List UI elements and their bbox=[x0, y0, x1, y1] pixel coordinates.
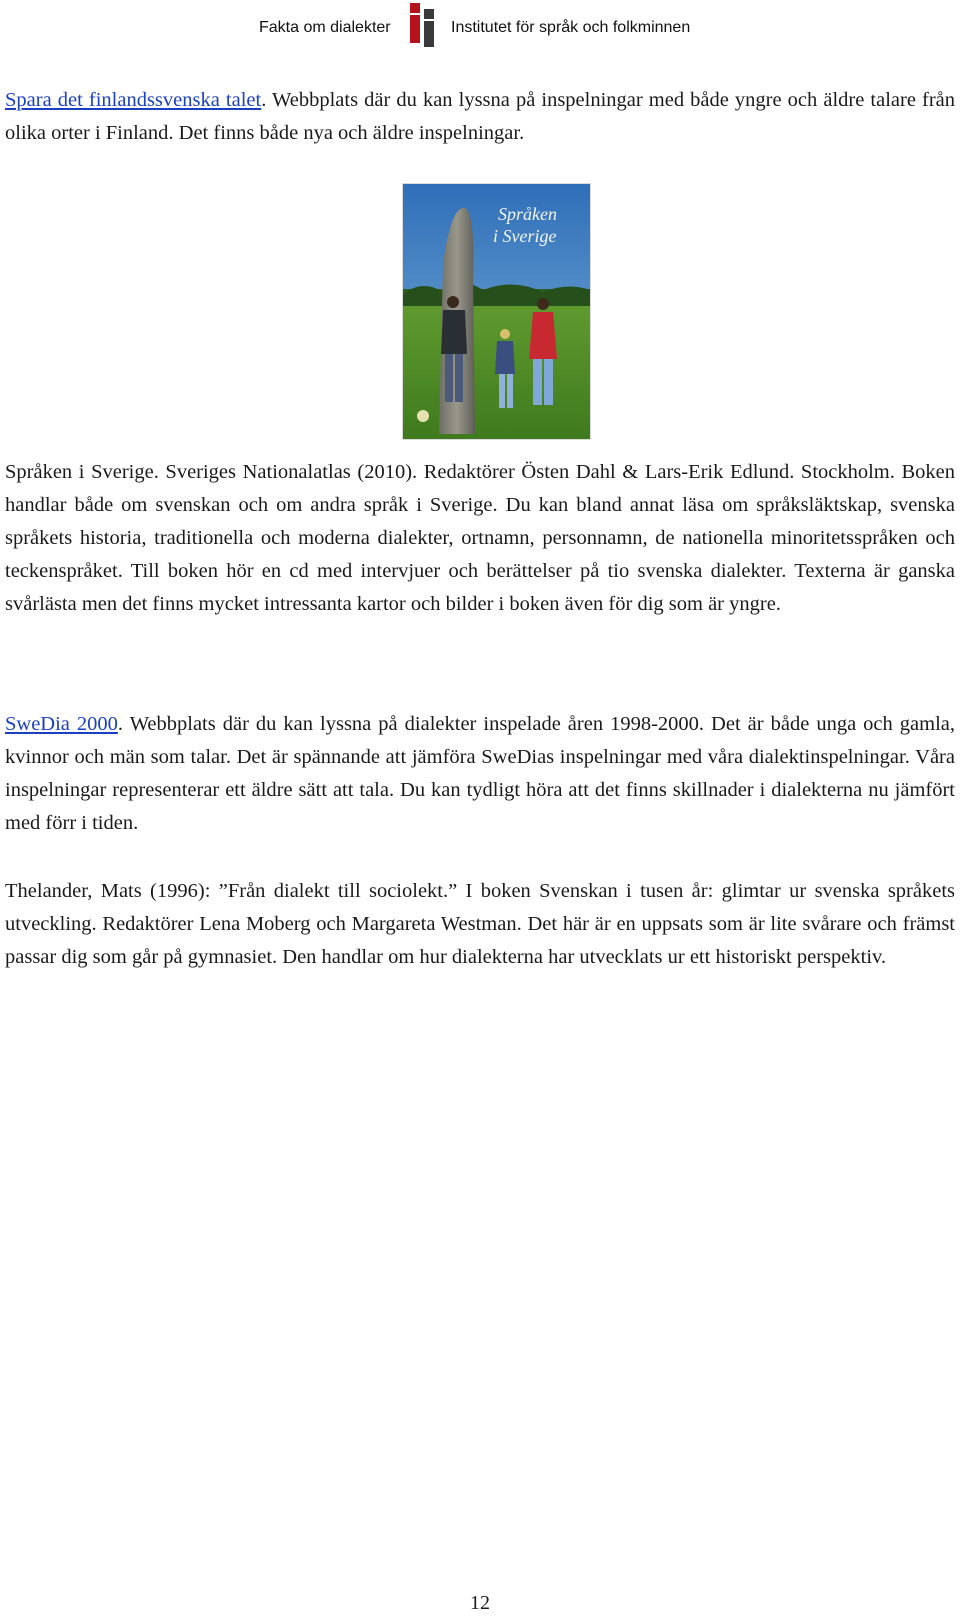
paragraph-spraken-i-sverige bbox=[5, 456, 955, 621]
paragraph-text: Språken i Sverige. Sveriges Nationalatlas (2010). Redaktörer Östen Dahl & Lars-Erik Edlund. Stockholm. Boken handlar både om svenskan och om andra språk i Sverige. Du kan bland annat läsa om språksläktskap, svenska språkets historia, traditionella och moderna dialekter, ortnamn, personnamn, de nationella minoritetsspråken och teckenspråket. Till boken hör en cd med intervjuer och berättelser på tio svenska dialekter. Texterna är ganska svårlästa men det finns mycket intressanta kartor och bilder i boken även för dig som är yngre. bbox=[5, 461, 955, 615]
link-swedia-2000[interactable]: SweDia 2000 bbox=[5, 713, 118, 735]
page-header bbox=[0, 0, 960, 50]
link-spara-finlandssvenska-talet[interactable]: Spara det finlandssvenska talet bbox=[5, 89, 262, 111]
header-title: Fakta om dialekter bbox=[259, 19, 391, 36]
paragraph-text: Thelander, Mats (1996): ”Från dialekt till sociolekt.” I boken Svenskan i tusen år: glimtar ur svenska språkets utveckling. Redaktörer Lena Moberg och Margareta Westman. Det här är en uppsats som är lite svårare och främst passar dig som går på gymnasiet. Den handlar om hur dialekterna har utvecklats ur ett historiskt perspektiv. bbox=[5, 880, 955, 968]
book-cover-illustration bbox=[403, 184, 590, 439]
book-cover-title-line1: Språken bbox=[498, 204, 557, 224]
paragraph-thelander bbox=[5, 875, 955, 974]
book-cover-image bbox=[402, 183, 591, 440]
paragraph-text: . Webbplats där du kan lyssna på dialekter inspelade åren 1998-2000. Det är både unga och gamla, kvinnor och män som talar. Det är spännande att jämföra SweDias inspelningar med våra dialektinspelningar. Våra inspelningar representerar ett äldre sätt att tala. Du kan tydligt höra att det finns skillnader i dialekterna nu jämfört med förr i tiden. bbox=[5, 713, 956, 834]
book-cover-title-line2: i Sverige bbox=[493, 226, 557, 246]
paragraph-finlandssvenska bbox=[5, 84, 955, 150]
paragraph-text: . Webbplats där du kan lyssna på inspelningar med både yngre och äldre talare från olika orter i Finland. Det finns både nya och äldre inspelningar. bbox=[5, 89, 955, 144]
institute-logo-icon bbox=[410, 3, 436, 47]
header-organization: Institutet för språk och folkminnen bbox=[451, 19, 691, 36]
paragraph-swedia bbox=[5, 708, 955, 840]
page-number: 12 bbox=[470, 1592, 490, 1614]
